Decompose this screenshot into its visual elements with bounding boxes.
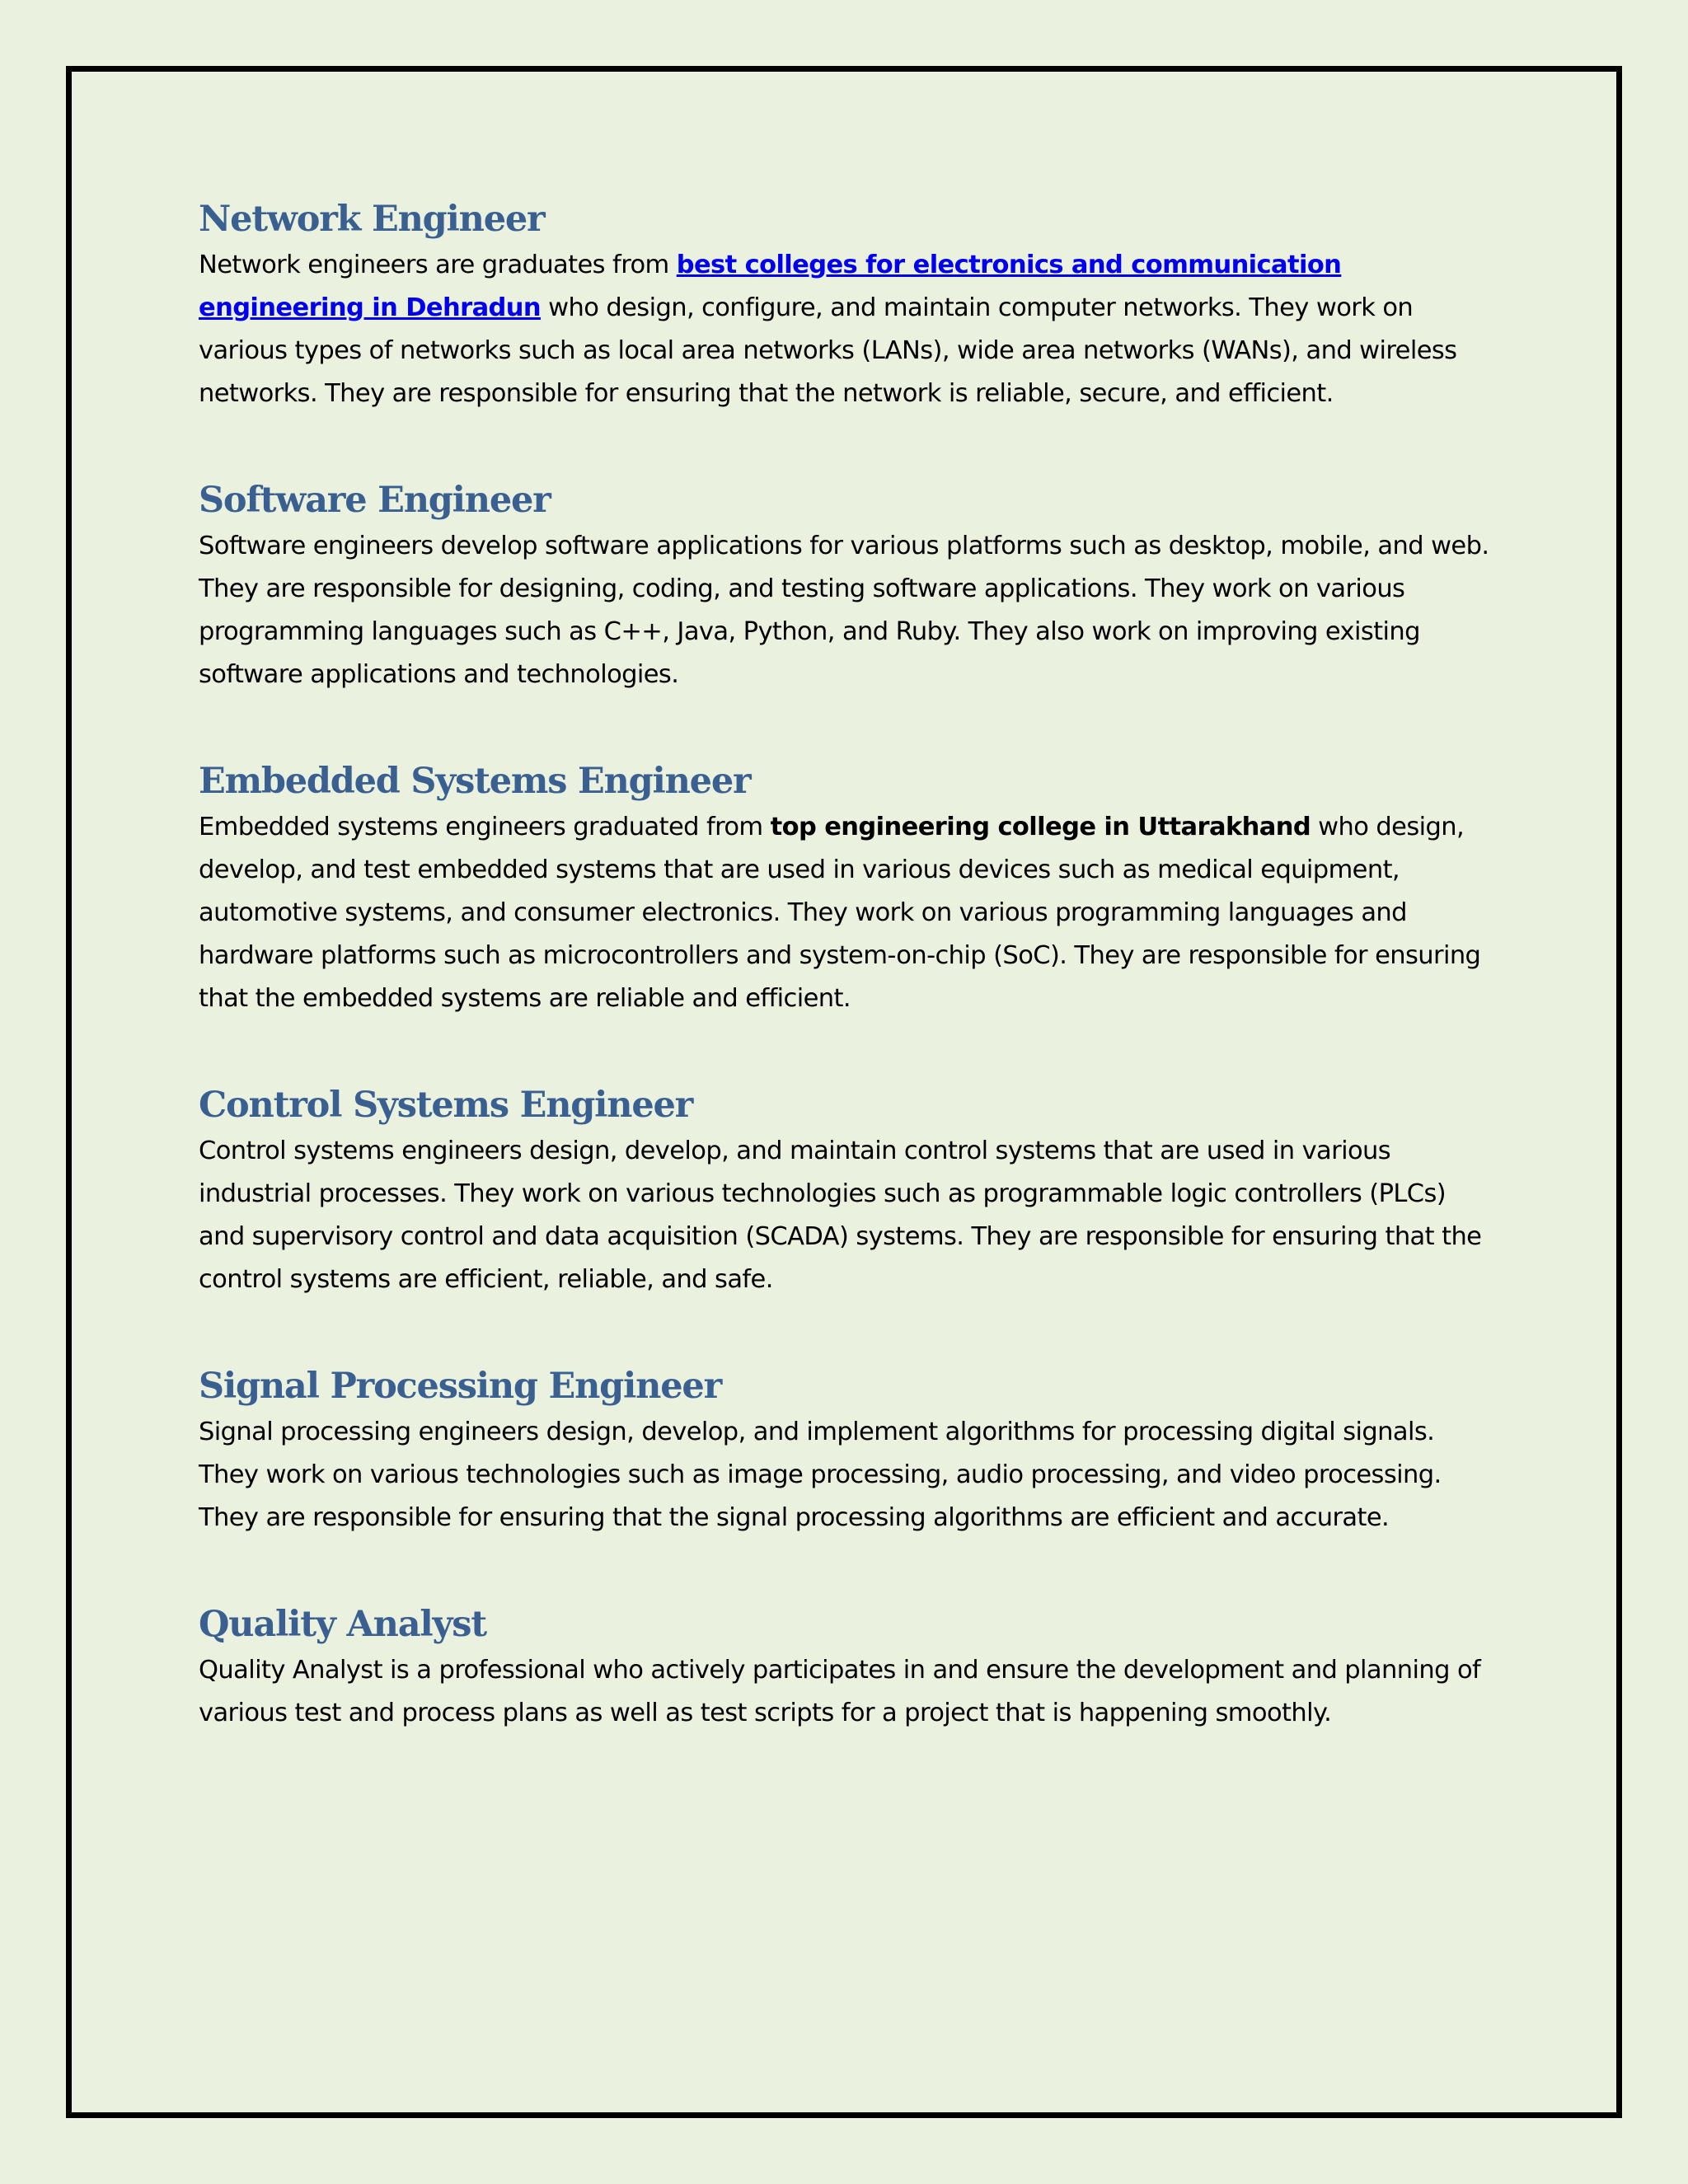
document-body — [199, 194, 1493, 1795]
section-software-engineer — [199, 476, 1493, 696]
section-paragraph: Quality Analyst is a professional who actively participates in and ensure the development and planning of various test and process plans as well as test scripts for a project that is happening smoothly. — [199, 1656, 1481, 1727]
paragraph-text: who design, configure, and maintain computer networks. They work on various types of networks such as local area networks (LANs), wide area networks (WANs), and wireless networks. They are responsible for ensuring that the network is reliable, secure, and efficient. — [199, 293, 1457, 408]
paragraph-text: who design, develop, and test embedded systems that are used in various devices such as medical equipment, automotive systems, and consumer electronics. They work on various programming languages and hardware platforms such as microcontrollers and system-on-chip (SoC). They are responsible for ensuring that the embedded systems are reliable and efficient. — [199, 813, 1481, 1013]
section-quality-analyst — [199, 1600, 1493, 1735]
section-heading: Software Engineer — [199, 480, 551, 521]
section-paragraph — [199, 806, 1493, 1020]
section-control-systems-engineer — [199, 1080, 1493, 1301]
section-heading: Network Engineer — [199, 199, 545, 240]
section-paragraph — [199, 244, 1493, 415]
section-heading: Quality Analyst — [199, 1604, 486, 1645]
section-embedded-systems-engineer — [199, 757, 1493, 1020]
section-heading: Signal Processing Engineer — [199, 1366, 722, 1407]
section-paragraph: Signal processing engineers design, develop, and implement algorithms for processing digital signals. They work on various technologies such as image processing, audio processing, and video processing. They are responsible for ensuring that the signal processing algorithms are efficient and accurate. — [199, 1418, 1442, 1532]
section-paragraph: Software engineers develop software applications for various platforms such as desktop, mobile, and web. They are responsible for designing, coding, and testing software applications. They work on various programming languages such as C++, Java, Python, and Ruby. They also work on improving existing software applications and technologies. — [199, 532, 1489, 689]
paragraph-text: Network engineers are graduates from — [199, 251, 677, 279]
bold-phrase: top engineering college in Uttarakhand — [770, 813, 1311, 841]
paragraph-text: Embedded systems engineers graduated from — [199, 813, 771, 841]
section-network-engineer — [199, 194, 1493, 415]
section-paragraph: Control systems engineers design, develop, and maintain control systems that are used in various industrial processes. They work on various technologies such as programmable logic controllers (PLCs) and supervisory control and data acquisition (SCADA) systems. They are responsible for ensuring that the control systems are efficient, reliable, and safe. — [199, 1137, 1482, 1294]
section-heading: Control Systems Engineer — [199, 1085, 693, 1126]
section-signal-processing-engineer — [199, 1361, 1493, 1540]
colleges-link[interactable]: best colleges for electronics and communication engineering in Dehradun — [199, 251, 1342, 322]
section-heading: Embedded Systems Engineer — [199, 761, 751, 802]
